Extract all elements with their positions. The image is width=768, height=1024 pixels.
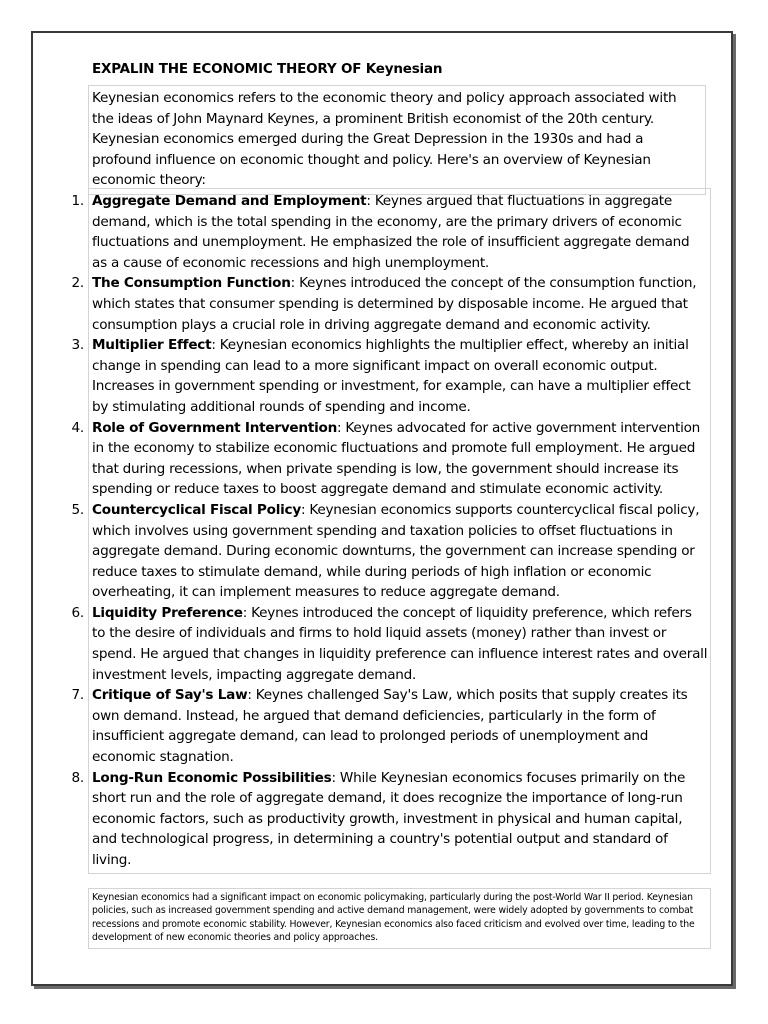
list-item-number: 2. bbox=[71, 275, 84, 292]
list-item-text: : Keynes advocated for active government intervention in the economy to stabilize economic fluctuations and promote full employment. He argued that during recessions, when private spending is low, the government should increase its spending or reduce taxes to boost aggregate demand and stimulate economic activity. bbox=[92, 419, 701, 498]
list-item-text: : Keynes challenged Say's Law, which posits that supply creates its own demand. Instead, he argued that demand deficiencies, particularly in the form of insufficient aggregate demand, can lead to prolonged periods of unemployment and economic stagnation. bbox=[92, 687, 688, 766]
list-item-heading: Multiplier Effect bbox=[92, 337, 212, 354]
list-item-number: 1. bbox=[71, 193, 84, 209]
list-item bbox=[71, 335, 710, 417]
list-item-text: : Keynesian economics highlights the multiplier effect, whereby an initial change in spending can lead to a more significant impact on overall economic output. Increases in government spending or investment, for example, can have a multiplier effect by stimulating additional rounds of spending and income. bbox=[92, 337, 691, 415]
list-item bbox=[71, 418, 710, 500]
list-item-heading: Long-Run Economic Possibilities bbox=[92, 769, 332, 786]
list-item-number: 6. bbox=[71, 604, 84, 621]
list-item-heading: Liquidity Preference bbox=[92, 604, 243, 621]
list-item bbox=[71, 273, 710, 335]
list-item-text: : Keynes introduced the concept of the consumption function, which states that consumer spending is determined by disposable income. He argued that consumption plays a crucial role in driving aggregate demand and economic activity. bbox=[92, 275, 697, 333]
list-item bbox=[71, 500, 710, 603]
list-item-text: : While Keynesian economics focuses primarily on the short run and the role of aggregate demand, it does recognize the importance of long-run economic factors, such as productivity growth, investment in physical and human capital, and technological progress, in determining a country's potential output and standard of living. bbox=[92, 769, 686, 868]
list-item bbox=[71, 768, 710, 871]
list-item-text: : Keynes introduced the concept of liquidity preference, which refers to the desire of individuals and firms to hold liquid assets (money) rather than invest or spend. He argued that changes in liquidity preference can influence interest rates and overall investment levels, impacting aggregate demand. bbox=[92, 604, 708, 683]
list-item-number: 5. bbox=[71, 501, 84, 518]
list-item bbox=[71, 685, 710, 767]
list-item-number: 3. bbox=[71, 337, 84, 354]
list-item-text: : Keynesian economics supports countercyclical fiscal policy, which involves using government spending and taxation policies to offset fluctuations in aggregate demand. During economic downturns, the government can increase spending or reduce taxes to stimulate demand, while during periods of high inflation or economic overheating, it can implement measures to reduce aggregate demand. bbox=[92, 501, 700, 601]
list-item-heading: Countercyclical Fiscal Policy bbox=[92, 501, 301, 518]
document-title: EXPALIN THE ECONOMIC THEORY OF Keynesian bbox=[92, 61, 443, 77]
list-item-heading: Critique of Say's Law bbox=[92, 687, 248, 704]
key-points-list-box bbox=[71, 188, 711, 874]
list-item-number: 8. bbox=[71, 769, 84, 786]
list-item-text: : Keynes argued that fluctuations in aggregate demand, which is the total spending in the economy, are the primary drivers of economic fluctuations and unemployment. He emphasized the role of insufficient aggregate demand as a cause of economic recessions and high unemployment. bbox=[92, 193, 690, 271]
list-item-number: 7. bbox=[71, 687, 84, 704]
list-item-heading: The Consumption Function bbox=[92, 275, 291, 292]
intro-paragraph: Keynesian economics refers to the economic theory and policy approach associated with the ideas of John Maynard Keynes, a prominent British economist of the 20th century. Keynesian economics emerged during the Great Depression in the 1930s and had a profound influence on economic thought and policy. Here's an overview of Keynesian economic theory: bbox=[88, 85, 706, 195]
list-item-heading: Role of Government Intervention bbox=[92, 419, 337, 436]
list-item bbox=[71, 603, 710, 685]
closing-paragraph: Keynesian economics had a significant impact on economic policymaking, particularly during the post-World War II period. Keynesian policies, such as increased government spending and active demand management, were widely adopted by governments to combat recessions and promote economic stability. However, Keynesian economics also faced criticism and evolved over time, leading to the development of new economic theories and policy approaches. bbox=[88, 888, 711, 949]
key-points-list bbox=[71, 191, 710, 871]
list-item-number: 4. bbox=[71, 419, 84, 436]
list-item bbox=[71, 191, 710, 273]
list-item-heading: Aggregate Demand and Employment bbox=[92, 193, 367, 209]
document-page bbox=[31, 31, 733, 986]
